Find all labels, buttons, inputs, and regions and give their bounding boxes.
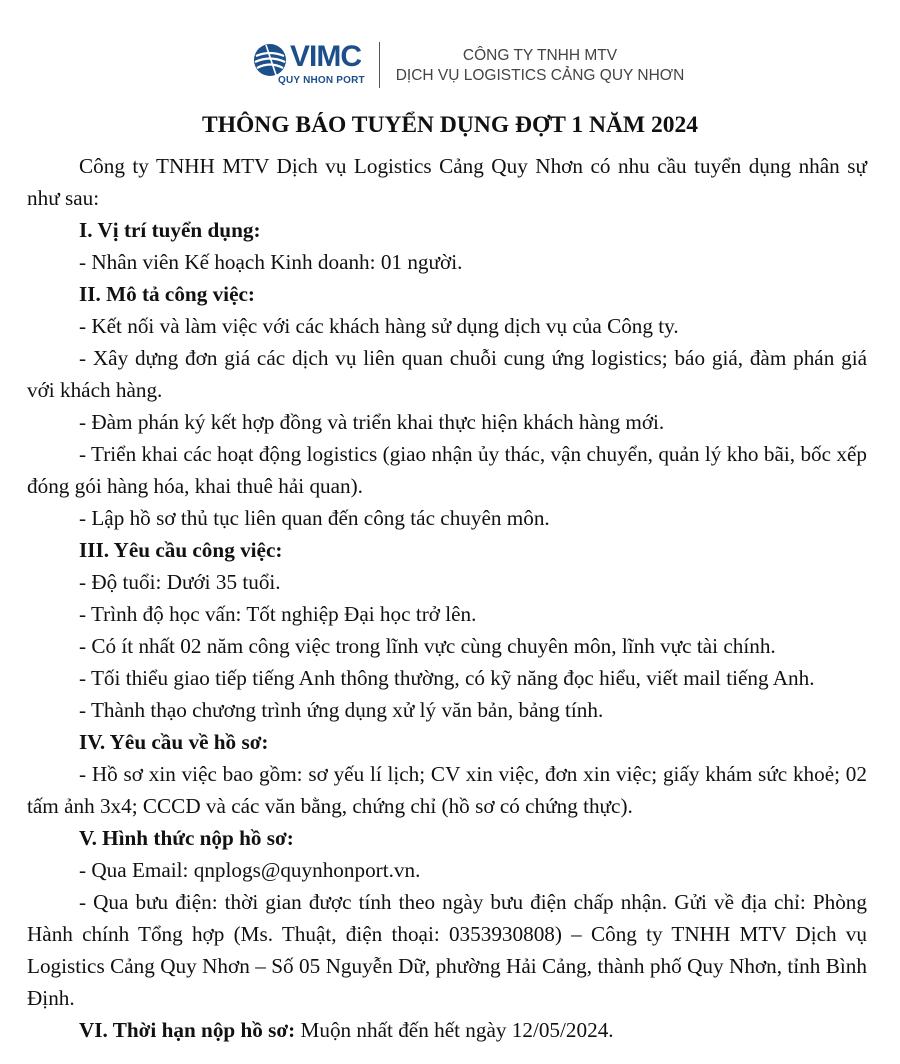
list-item: - Thành thạo chương trình ứng dụng xử lý văn bản, bảng tính. (79, 698, 604, 722)
letterhead (250, 38, 710, 92)
section-heading: I. Vị trí tuyển dụng: (79, 218, 261, 242)
deadline-paragraph (27, 1014, 867, 1046)
company-name (390, 46, 690, 86)
company-logo (250, 38, 370, 92)
header-divider (379, 42, 380, 88)
intro-paragraph: Công ty TNHH MTV Dịch vụ Logistics Cảng Quy Nhơn có nhu cầu tuyển dụng nhân sự như sau: (27, 154, 867, 210)
deadline-text: Muộn nhất đến hết ngày 12/05/2024. (295, 1018, 614, 1042)
globe-icon (252, 42, 288, 78)
list-item: - Nhân viên Kế hoạch Kinh doanh: 01 người. (79, 250, 463, 274)
list-item: - Đàm phán ký kết hợp đồng và triển khai thực hiện khách hàng mới. (79, 410, 665, 434)
list-item: - Trình độ học vấn: Tốt nghiệp Đại học trở lên. (79, 602, 477, 626)
company-name-line1: CÔNG TY TNHH MTV (462, 47, 618, 64)
company-name-line2: DỊCH VỤ LOGISTICS CẢNG QUY NHƠN (395, 67, 685, 84)
section-heading: VI. Thời hạn nộp hồ sơ: (79, 1018, 296, 1042)
list-item: - Kết nối và làm việc với các khách hàng sử dụng dịch vụ của Công ty. (79, 314, 679, 338)
list-item: - Lập hồ sơ thủ tục liên quan đến công tác chuyên môn. (79, 506, 550, 530)
logo-wordmark: VIMC (290, 40, 361, 73)
list-item: - Qua Email: qnplogs@quynhonport.vn. (79, 858, 421, 882)
section-heading: III. Yêu cầu công việc: (79, 538, 283, 562)
document-body (27, 150, 867, 1046)
logo-subtext: QUY NHON PORT (278, 75, 365, 86)
section-heading: II. Mô tả công việc: (79, 282, 255, 306)
list-item: - Độ tuổi: Dưới 35 tuổi. (79, 570, 281, 594)
list-item: - Tối thiểu giao tiếp tiếng Anh thông thường, có kỹ năng đọc hiểu, viết mail tiếng Anh. (79, 666, 815, 690)
section-heading: IV. Yêu cầu về hồ sơ: (79, 730, 269, 754)
list-item: - Xây dựng đơn giá các dịch vụ liên quan chuỗi cung ứng logistics; báo giá, đàm phán giá với khách hàng. (27, 346, 867, 402)
list-item: - Triển khai các hoạt động logistics (giao nhận ủy thác, vận chuyển, quản lý kho bãi, bốc xếp đóng gói hàng hóa, khai thuê hải quan). (27, 442, 867, 498)
list-item: - Hồ sơ xin việc bao gồm: sơ yếu lí lịch; CV xin việc, đơn xin việc; giấy khám sức khoẻ; 02 tấm ảnh 3x4; CCCD và các văn bằng, chứng chỉ (hồ sơ có chứng thực). (27, 762, 867, 818)
section-heading: V. Hình thức nộp hồ sơ: (79, 826, 294, 850)
list-item: - Qua bưu điện: thời gian được tính theo ngày bưu điện chấp nhận. Gửi về địa chỉ: Phòng Hành chính Tổng hợp (Ms. Thuật, điện thoại: 0353930808) – Công ty TNHH MTV Dịch vụ Logistics Cảng Quy Nhơn – Số 05 Nguyễn Dữ, phường Hải Cảng, thành phố Quy Nhơn, tỉnh Bình Định. (27, 890, 867, 1010)
document-title: THÔNG BÁO TUYỂN DỤNG ĐỢT 1 NĂM 2024 (202, 112, 698, 138)
list-item: - Có ít nhất 02 năm công việc trong lĩnh vực cùng chuyên môn, lĩnh vực tài chính. (79, 634, 776, 658)
